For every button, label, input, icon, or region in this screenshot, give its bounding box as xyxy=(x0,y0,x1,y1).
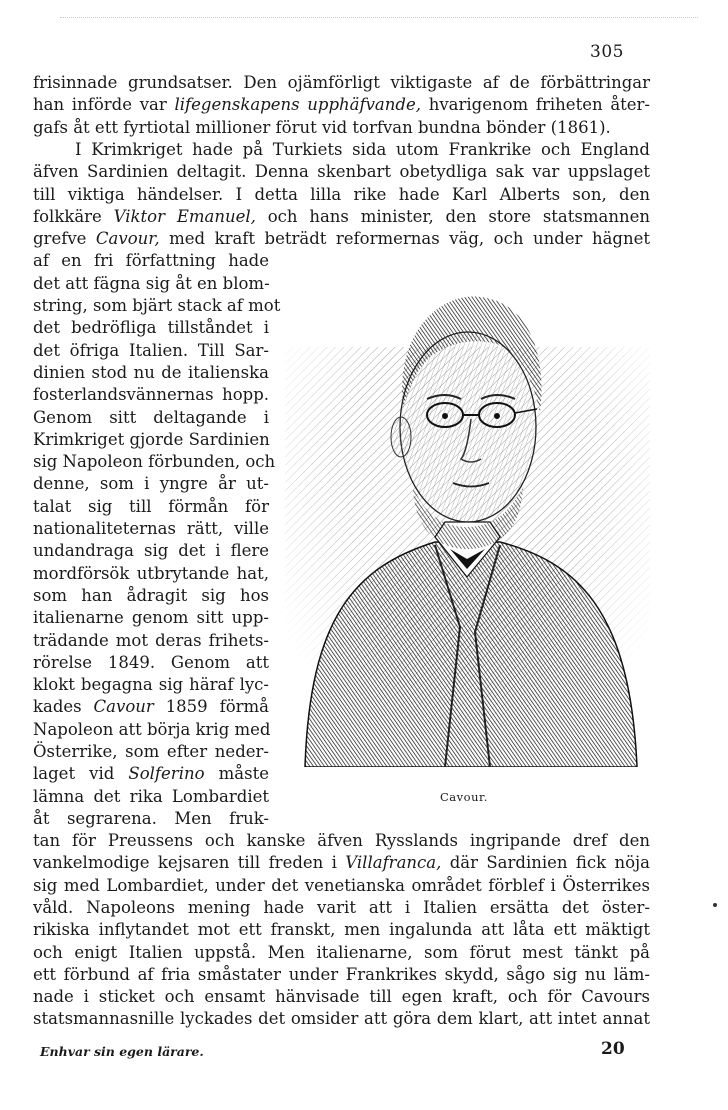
text-line xyxy=(33,897,650,919)
text-line xyxy=(33,139,650,161)
text-line xyxy=(33,473,269,495)
text-run: sig Napoleon förbunden, och xyxy=(33,452,276,472)
text-run: äfven Sardinien deltagit. Denna skenbart obetydliga sak var uppslaget xyxy=(33,162,650,182)
text-line xyxy=(33,317,269,339)
italic-name: Cavour xyxy=(93,697,154,717)
text-run: sig med Lombardiet, under det venetianska området förblef i Österrikes xyxy=(33,875,650,895)
text-line xyxy=(33,942,650,964)
figure-caption: Cavour. xyxy=(440,790,488,804)
text-run: talat sig till förmån för xyxy=(33,496,269,516)
text-run: 1859 förmå xyxy=(153,697,269,717)
text-run: där Sardinien fick nöja xyxy=(441,853,650,873)
text-line xyxy=(33,117,650,139)
text-run: våld. Napoleons mening hade varit att i Italien ersätta det öster- xyxy=(33,897,650,917)
top-rule xyxy=(60,17,698,18)
italic-name: lifegenskapens upphäfvande, xyxy=(174,95,421,115)
text-run: rörelse 1849. Genom att xyxy=(33,652,269,672)
text-line xyxy=(33,674,269,696)
text-run: Krimkriget gjorde Sardinien xyxy=(33,429,270,449)
text-run: fosterlandsvännernas hopp. xyxy=(33,385,269,405)
text-line xyxy=(33,875,650,897)
text-line xyxy=(33,228,650,250)
text-run: gafs åt ett fyrtiotal millioner förut vid torfvan bundna bönder (1861). xyxy=(33,117,611,137)
footer-signature: 20 xyxy=(601,1039,625,1059)
text-line xyxy=(33,496,269,518)
text-run: Napoleon att börja krig med xyxy=(33,719,271,739)
text-run: I Krimkriget hade på Turkiets sida utom Frankrike och England xyxy=(75,139,650,159)
text-line xyxy=(33,808,269,830)
text-line xyxy=(33,696,269,718)
text-run: det öfriga Italien. Till Sar- xyxy=(33,340,269,360)
text-line xyxy=(33,362,269,384)
text-run: Österrike, som efter neder- xyxy=(33,742,269,761)
text-run: rikiska inflytandet mot ett franskt, men ingalunda att låta ett mäktigt xyxy=(33,920,650,940)
text-run: statsmannasnille lyckades det omsider att göra dem klart, att intet annat xyxy=(33,1009,650,1029)
text-run: laget vid xyxy=(33,764,129,784)
text-run: lämna det rika Lombardiet xyxy=(33,786,269,806)
text-line xyxy=(33,72,650,94)
italic-name: Villafranca, xyxy=(345,853,442,873)
text-line xyxy=(33,295,281,317)
text-line xyxy=(33,250,269,272)
italic-name: Solferino xyxy=(128,764,205,784)
text-run: folkkäre xyxy=(33,206,114,226)
text-run: frisinnade grundsatser. Den ojämförligt viktigaste af de förbättringar xyxy=(33,73,650,92)
italic-name: Cavour, xyxy=(95,229,160,249)
text-line xyxy=(33,563,269,585)
text-run: vankelmodige kejsaren till freden i xyxy=(33,853,346,873)
text-run: hvarigenom friheten åter- xyxy=(420,95,651,115)
text-line xyxy=(33,585,269,607)
portrait-engraving-icon xyxy=(285,287,650,767)
text-line xyxy=(33,429,269,451)
text-run: undandraga sig det i flere xyxy=(33,541,269,561)
text-run: som han ådragit sig hos xyxy=(33,585,269,605)
text-run: af en fri författning hade xyxy=(33,251,269,271)
text-line xyxy=(33,607,269,629)
footer-series-title: Enhvar sin egen lärare. xyxy=(40,1044,204,1059)
text-run: till viktiga händelser. I detta lilla rike hade Karl Alberts son, den xyxy=(33,184,650,204)
text-line xyxy=(33,94,650,116)
text-run: han införde var xyxy=(33,95,175,115)
text-run: och enigt Italien uppstå. Men italienarne, som förut mest tänkt på xyxy=(33,942,650,962)
text-line xyxy=(33,919,650,941)
text-line xyxy=(33,852,650,874)
text-line xyxy=(33,763,269,785)
text-line xyxy=(33,786,269,808)
text-run: Genom sitt deltagande i xyxy=(33,407,269,427)
text-run: italienarne genom sitt upp- xyxy=(33,608,269,628)
text-line xyxy=(33,630,269,652)
text-line xyxy=(33,1008,650,1030)
text-run: det bedröfliga tillståndet i xyxy=(33,318,269,338)
text-line xyxy=(33,161,650,183)
text-run: ett förbund af fria småstater under Frankrikes skydd, sågo sig nu läm- xyxy=(33,964,650,984)
text-run: och hans minister, den store statsmannen xyxy=(255,206,650,226)
text-run: grefve xyxy=(33,229,96,249)
text-run: det att fägna sig åt en blom- xyxy=(33,273,270,293)
cavour-portrait xyxy=(285,287,650,767)
text-run: nade i sticket och ensamt hänvisade till egen kraft, och för Cavours xyxy=(33,987,650,1007)
text-line xyxy=(33,986,650,1008)
text-line xyxy=(33,407,269,429)
text-run: denne, som i yngre år ut- xyxy=(33,474,269,494)
text-line xyxy=(33,741,269,763)
text-run: åt segrarena. Men fruk- xyxy=(33,808,269,828)
text-line xyxy=(33,830,650,852)
text-line xyxy=(33,206,650,228)
text-run: måste xyxy=(204,764,269,784)
text-run: kades xyxy=(33,697,94,717)
italic-name: Viktor Emanuel, xyxy=(113,206,256,226)
text-run: tan för Preussens och kanske äfven Rysslands ingripande dref den xyxy=(33,831,650,850)
text-run: dinien stod nu de italienska xyxy=(33,362,269,382)
text-run: med kraft beträdt reformernas väg, och under hägnet xyxy=(159,229,650,249)
text-line xyxy=(33,719,269,741)
page-number: 305 xyxy=(590,42,624,62)
text-line xyxy=(33,652,269,674)
text-line xyxy=(33,273,269,295)
margin-dot xyxy=(713,903,717,907)
text-line xyxy=(33,384,269,406)
text-run: string, som bjärt stack af mot xyxy=(33,296,281,315)
text-run: nationaliteternas rätt, ville xyxy=(33,519,269,538)
text-run: trädande mot deras frihets- xyxy=(33,630,269,650)
text-line xyxy=(33,518,269,540)
text-line xyxy=(33,340,269,362)
text-run: klokt begagna sig häraf lyc- xyxy=(33,675,269,695)
text-line xyxy=(33,540,269,562)
text-run: mordförsök utbrytande hat, xyxy=(33,563,269,583)
text-line xyxy=(33,184,650,206)
text-line xyxy=(33,964,650,986)
text-line xyxy=(33,451,276,473)
